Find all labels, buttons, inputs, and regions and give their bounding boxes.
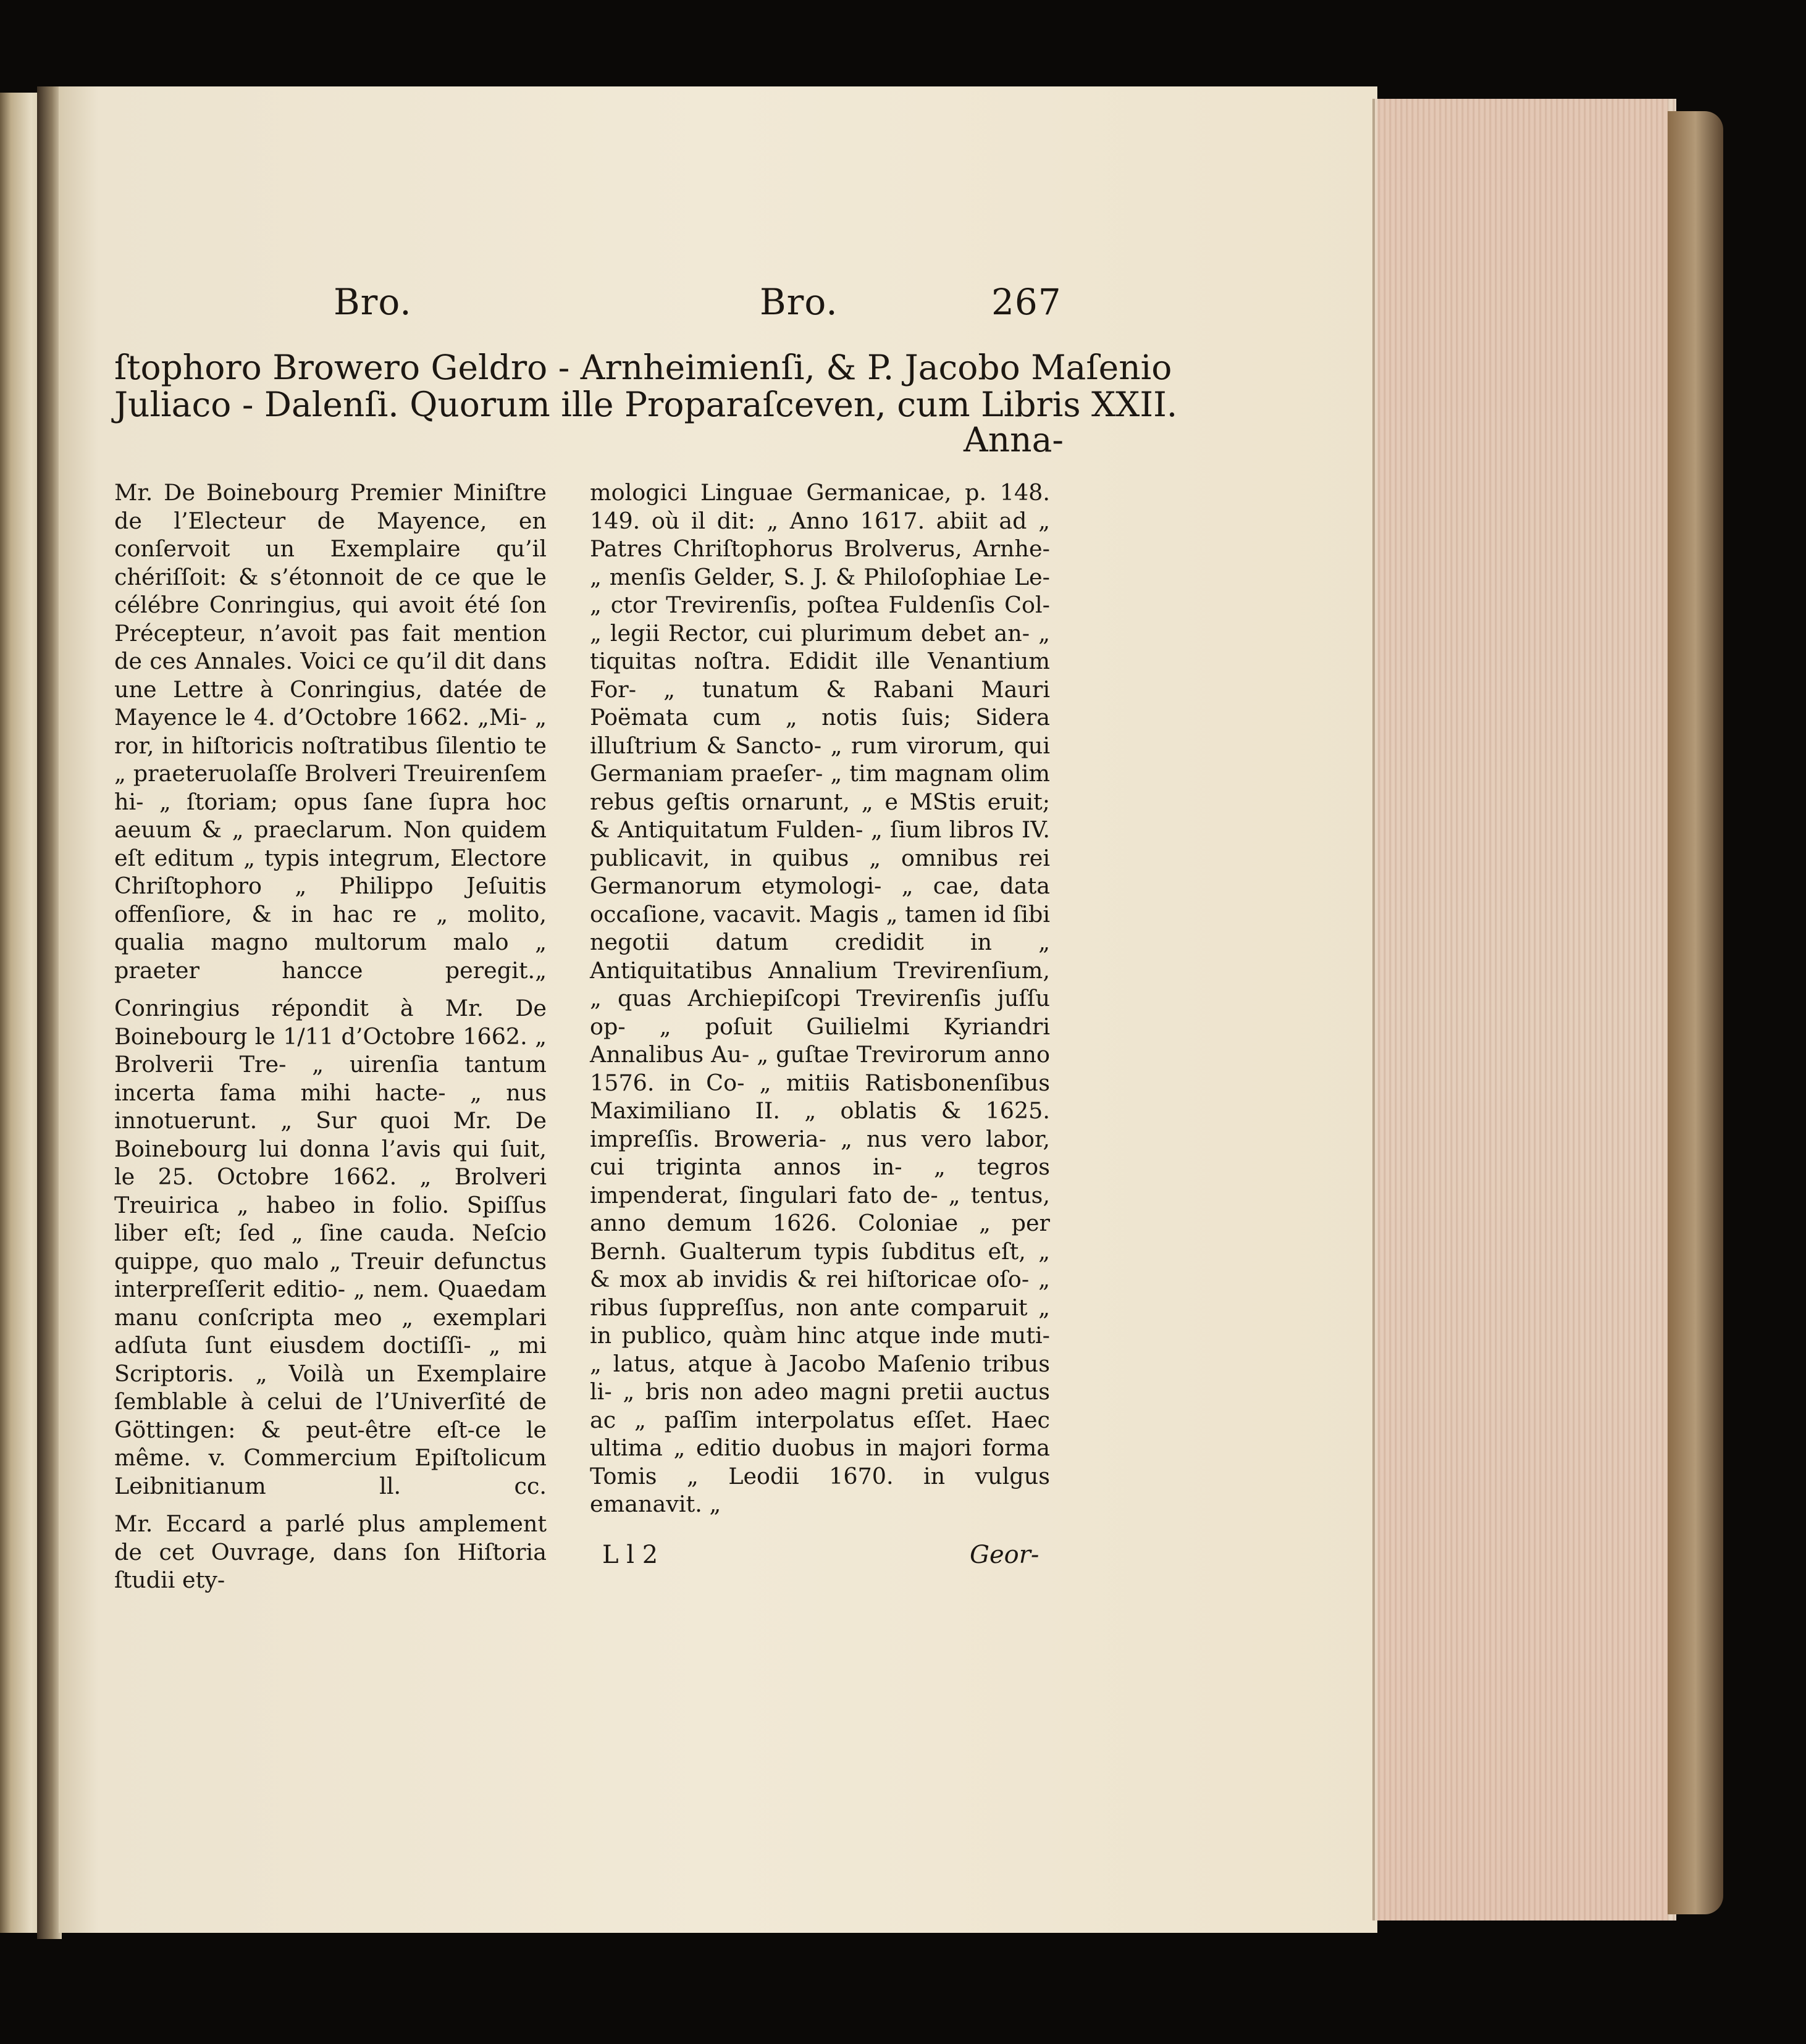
right-paragraph-1: mologici Linguae Germanicae, p. 148. 149. où il dit: „ Anno 1617. abiit ad „ Patres Chriſtophorus Brolverus, Arnhe- „ menſis Gelder, S. J. & Philoſophiae Le- „ ctor Trevirenſis, poſtea Fuldenſis Col- „ legii Rector, cui plurimum debet an- „ tiquitas noſtra. Edidit ille Venantium For- „ tunatum & Rabani Mauri Poëmata cum „ notis ſuis; Sidera illuſtrium & Sancto- „ rum virorum, qui Germaniam praeſer- „ tim magnam olim rebus geſtis ornarunt, „ e MStis eruit; & Antiquitatum Fulden- „ ſium libros IV. publicavit, in quibus „ omnibus rei Germanorum etymologi- „ cae, data occaſione, vacavit. Magis „ tamen id ſibi negotii datum credidit in „ Antiquitatibus Annalium Trevirenſium, „ quas Archiepiſcopi Trevirenſis juſſu op- „ poſuit Guilielmi Kyriandri Annalibus Au- „ guſtae Trevirorum anno 1576. in Co- „ mitiis Ratisbonenſibus Maximiliano II. „ oblatis & 1625. impreſſis. Broweria- „ nus vero labor, cui triginta annos in- „ tegros impenderat, ſingulari fato de- „ tentus, anno demum 1626. Coloniae „ per Bernh. Gualterum typis ſubditus eſt, „ & mox ab invidis & rei hiſtoricae oſo- „ ribus ſuppreſſus, non ante comparuit „ in publico, quàm hinc atque inde muti- „ latus, atque à Jacobo Maſenio tribus li- „ bris non adeo magni pretii auctus ac „ paſſim interpolatus eſſet. Haec ultima „ editio duobus in majori forma Tomis „ Leodii 1670. in vulgus emanavit. „ <box>590 479 1050 1517</box>
page-number: 267 <box>991 281 1062 323</box>
top-line-1: ſtophoro Browero Geldro - Arnheimienſi, & P. Jacobo Maſenio <box>114 348 1172 387</box>
top-catchword: Anna- <box>964 420 1064 459</box>
left-paragraph-2: Conringius répondit à Mr. De Boinebourg le 1/11 d’Octobre 1662. „ Brolverii Tre- „ uirenſia tantum incerta fama mihi hacte- „ nus innotuerunt. „ Sur quoi Mr. De Boinebourg lui donna l’avis qui ſuit, le 25. Octobre 1662. „ Brolveri Treuirica „ habeo in folio. Spiſſus liber eſt; ſed „ ſine cauda. Neſcio quippe, quo malo „ Treuir defunctus interpreſſerit editio- „ nem. Quaedam manu conſcripta meo „ exemplari adſuta ſunt eiusdem doctiſſi- „ mi Scriptoris. „ Voilà un Exemplaire ſemblable à celui de l’Univerſité de Göttingen: & peut-être eſt-ce le même. v. Commercium Epiſtolicum Leibnitianum ll. cc. <box>114 995 547 1499</box>
running-head-right: Bro. <box>760 281 838 323</box>
book-cover-edge <box>1668 111 1723 1914</box>
running-head-left: Bro. <box>334 281 412 323</box>
book-gutter <box>37 86 62 1939</box>
fore-edge-tint <box>1377 99 1668 1920</box>
left-paragraph-3: Mr. Eccard a parlé plus amplement de cet Ouvrage, dans ſon Hiſtoria ſtudii ety- <box>114 1510 547 1593</box>
signature-mark: L l 2 <box>602 1541 658 1569</box>
bottom-catchword: Geor- <box>970 1541 1040 1569</box>
right-column <box>590 479 1050 1528</box>
left-column <box>114 479 547 1604</box>
left-paragraph-1: Mr. De Boinebourg Premier Miniſtre de l’Electeur de Mayence, en conſervoit un Exemplaire qu’il chériſſoit: & s’étonnoit de ce que le célébre Conringius, qui avoit été ſon Précepteur, n’avoit pas fait mention de ces Annales. Voici ce qu’il dit dans une Lettre à Conringius, datée de Mayence le 4. d’Octobre 1662. „Mi- „ ror, in hiſtoricis noſtratibus ſilentio te „ praeteruolaſſe Brolveri Treuirenſem hi- „ ſtoriam; opus ſane ſupra hoc aeuum & „ praeclarum. Non quidem eſt editum „ typis integrum, Electore Chriſtophoro „ Philippo Jeſuitis offenſiore, & in hac re „ molito, qualia magno multorum malo „ praeter hancce peregit.„ <box>114 479 547 984</box>
top-line-2: Juliaco - Dalenſi. Quorum ille Proparaſceven, cum Libris XXII. <box>114 385 1178 424</box>
